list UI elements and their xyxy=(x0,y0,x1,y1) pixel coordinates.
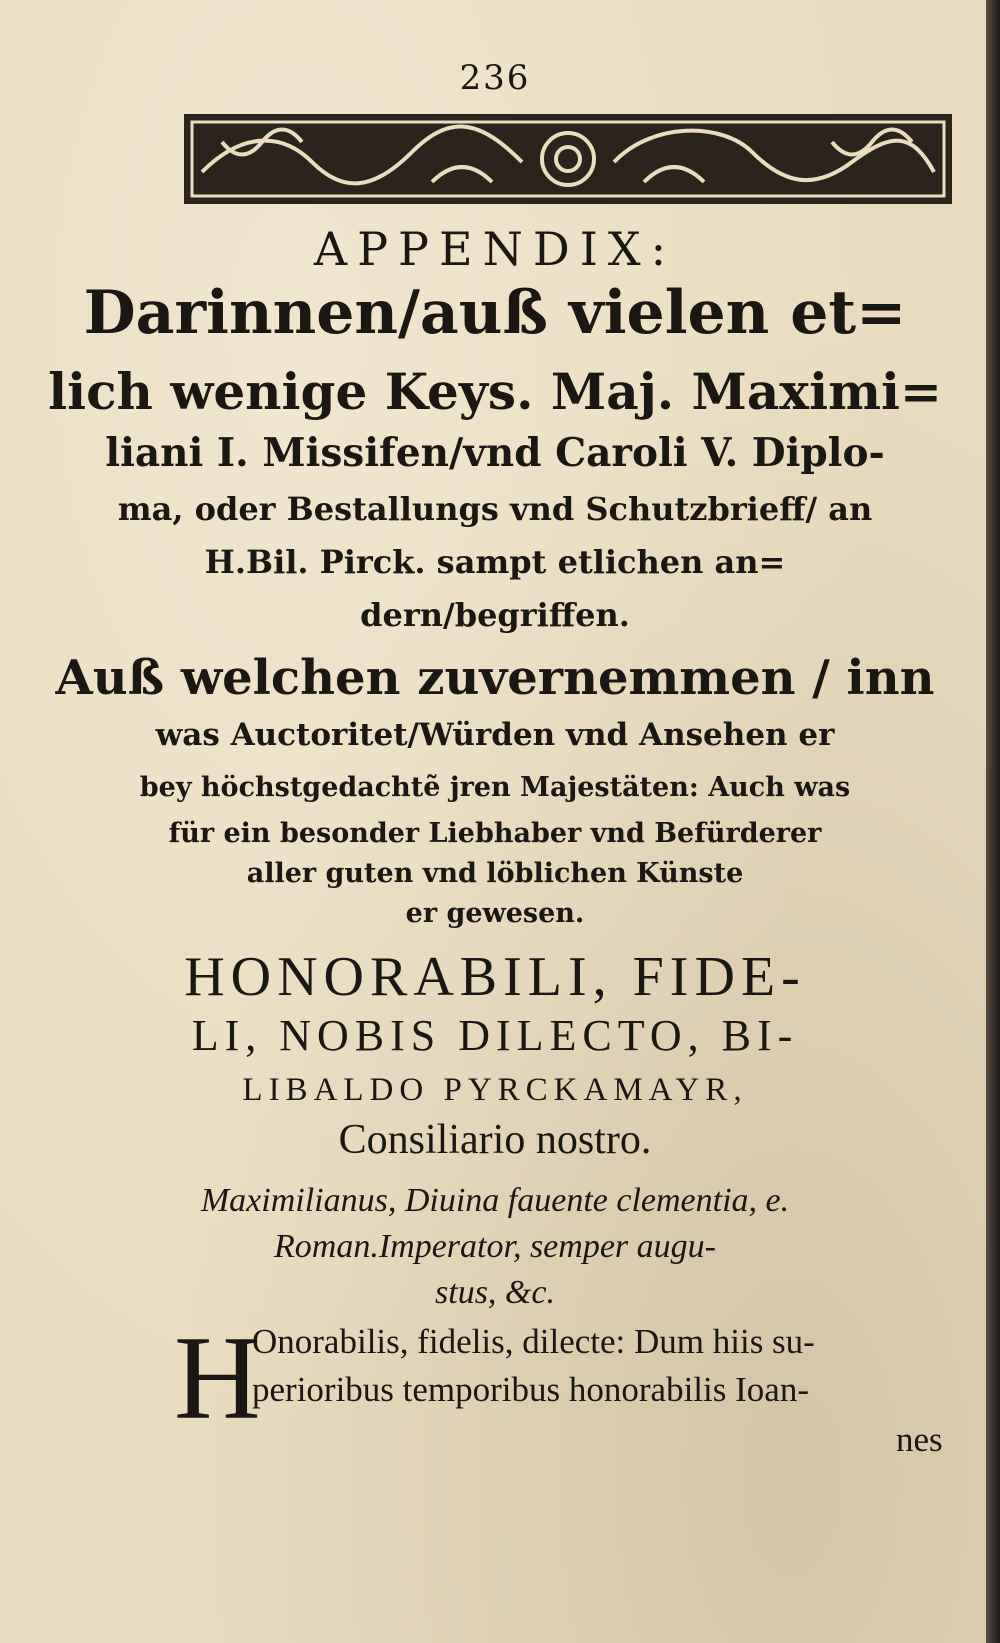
title-line: liani I. Missifen/vnd Caroli V. Diplo- xyxy=(105,430,885,476)
dedication-line: HONORABILI, FIDE- xyxy=(184,946,806,1008)
salutation-line: stus, &c. xyxy=(435,1274,555,1311)
dedication-line: LIBALDO PYRCKAMAYR, xyxy=(242,1072,748,1108)
title-line: dern/begriffen. xyxy=(360,596,630,634)
subtitle-line: was Auctoritet/Würden vnd Ansehen er xyxy=(155,717,835,753)
dedication-line: Consiliario nostro. xyxy=(338,1117,652,1163)
subtitle-line: Auß welchen zuvernemmen / inn xyxy=(55,650,935,706)
title-line: ma, oder Bestallungs vnd Schutzbrieff/ an xyxy=(117,490,873,528)
subtitle-line: für ein besonder Liebhaber vnd Befürderer xyxy=(168,818,822,849)
drop-cap: H xyxy=(174,1311,261,1444)
subtitle-line: aller guten vnd löblichen Künste xyxy=(246,858,744,889)
page-number: 236 xyxy=(459,58,531,98)
dedication-line: LI, NOBIS DILECTO, BI- xyxy=(191,1011,799,1060)
subtitle-line: bey höchstgedachtẽ jren Majestäten: Auch was xyxy=(139,772,851,803)
body-line: perioribus temporibus honorabilis Ioan- xyxy=(252,1370,809,1409)
catchword: nes xyxy=(896,1420,943,1459)
salutation-line: Roman.Imperator, semper augu- xyxy=(274,1228,716,1265)
title-line: Darinnen/auß vielen et= xyxy=(83,278,907,348)
body-line: Onorabilis, fidelis, dilecte: Dum hiis su- xyxy=(252,1322,815,1361)
ornamental-headpiece xyxy=(182,112,954,206)
title-line: H.Bil. Pirck. sampt etlichen an= xyxy=(204,543,786,581)
appendix-heading: APPENDIX: xyxy=(313,222,677,276)
subtitle-line: er gewesen. xyxy=(405,898,585,929)
title-line: lich wenige Keys. Maj. Maximi= xyxy=(48,362,942,421)
salutation-line: Maximilianus, Diuina fauente clementia, e. xyxy=(200,1182,790,1219)
page-edge-shadow xyxy=(986,0,1000,1643)
